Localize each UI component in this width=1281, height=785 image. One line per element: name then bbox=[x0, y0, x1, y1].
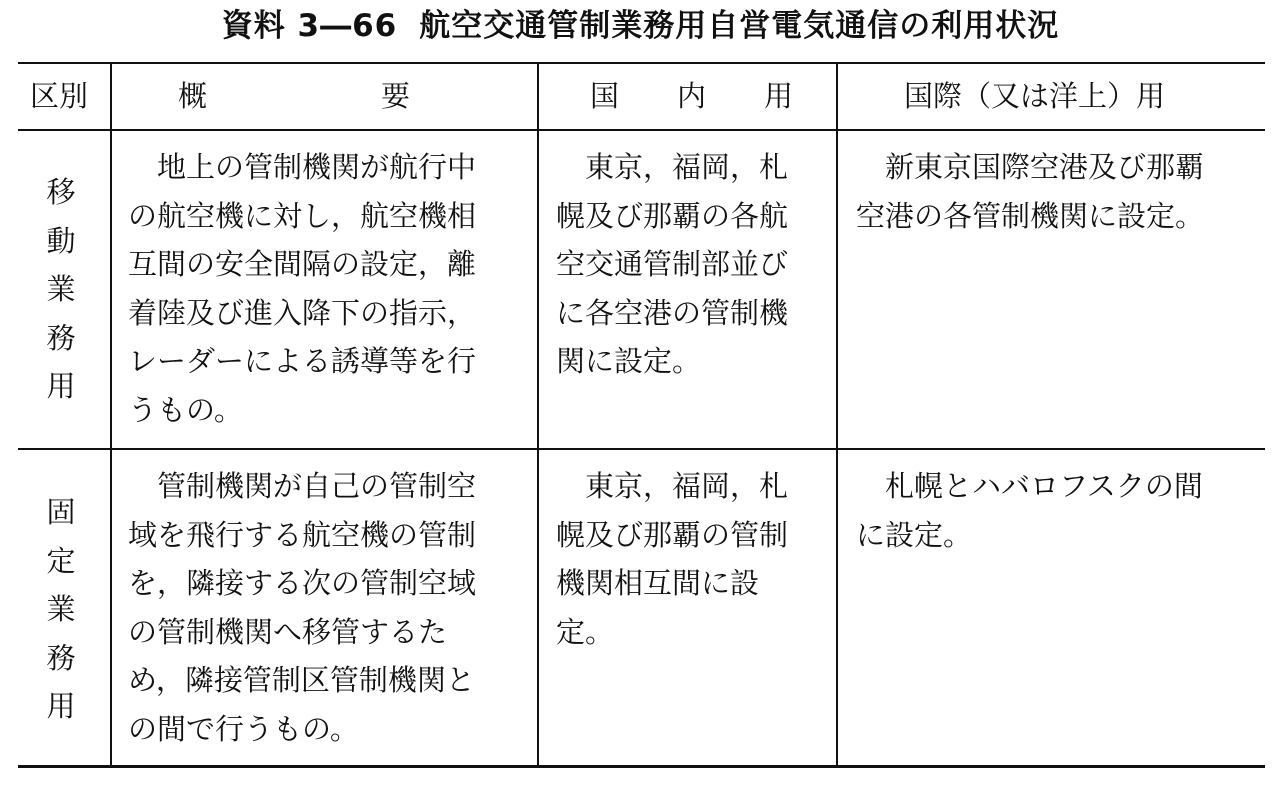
row-overview-mobile: 地上の管制機関が航行中 の航空機に対し，航空機相 互間の安全間隔の設定，離 着陸及び進入降下の指示， レーダーによる誘導等を行 うもの。 bbox=[128, 150, 477, 427]
row-international-fixed: 札幌とハバロフスクの間 に設定。 bbox=[856, 469, 1203, 552]
column-divider-1 bbox=[110, 62, 112, 767]
row-international-mobile: 新東京国際空港及び那覇 空港の各管制機関に設定。 bbox=[856, 150, 1205, 233]
header-bottom-rule bbox=[18, 129, 1265, 131]
row-category-mobile: 移 動 業 務 用 bbox=[46, 175, 76, 403]
row-category-fixed: 固 定 業 務 用 bbox=[46, 495, 76, 723]
page-title bbox=[0, 4, 1281, 48]
column-divider-2 bbox=[537, 62, 539, 767]
header-category: 区別 bbox=[30, 79, 89, 113]
title-text: 航空交通管制業務用自営電気通信の利用状況 bbox=[419, 8, 1060, 44]
header-overview: 概 要 bbox=[178, 79, 411, 113]
row-overview-fixed: 管制機関が自己の管制空 域を飛行する航空機の管制 を，隣接する次の管制空域 の管制機関へ移管するた め，隣接管制区管制機関と の間で行うもの。 bbox=[128, 469, 477, 746]
row-domestic-mobile: 東京，福岡，札 幌及び那覇の各航 空交通管制部並び に各空港の管制機 関に設定。 bbox=[556, 150, 789, 378]
table-bottom-rule bbox=[18, 765, 1265, 768]
title-number: 資料 3―66 bbox=[221, 8, 398, 44]
header-international: 国際（又は洋上）用 bbox=[904, 79, 1166, 113]
column-divider-3 bbox=[836, 62, 838, 767]
header-domestic: 国 内 用 bbox=[590, 79, 794, 113]
row-domestic-fixed: 東京，福岡，札 幌及び那覇の管制 機関相互間に設 定。 bbox=[556, 469, 789, 649]
row-divider-rule bbox=[18, 448, 1265, 450]
